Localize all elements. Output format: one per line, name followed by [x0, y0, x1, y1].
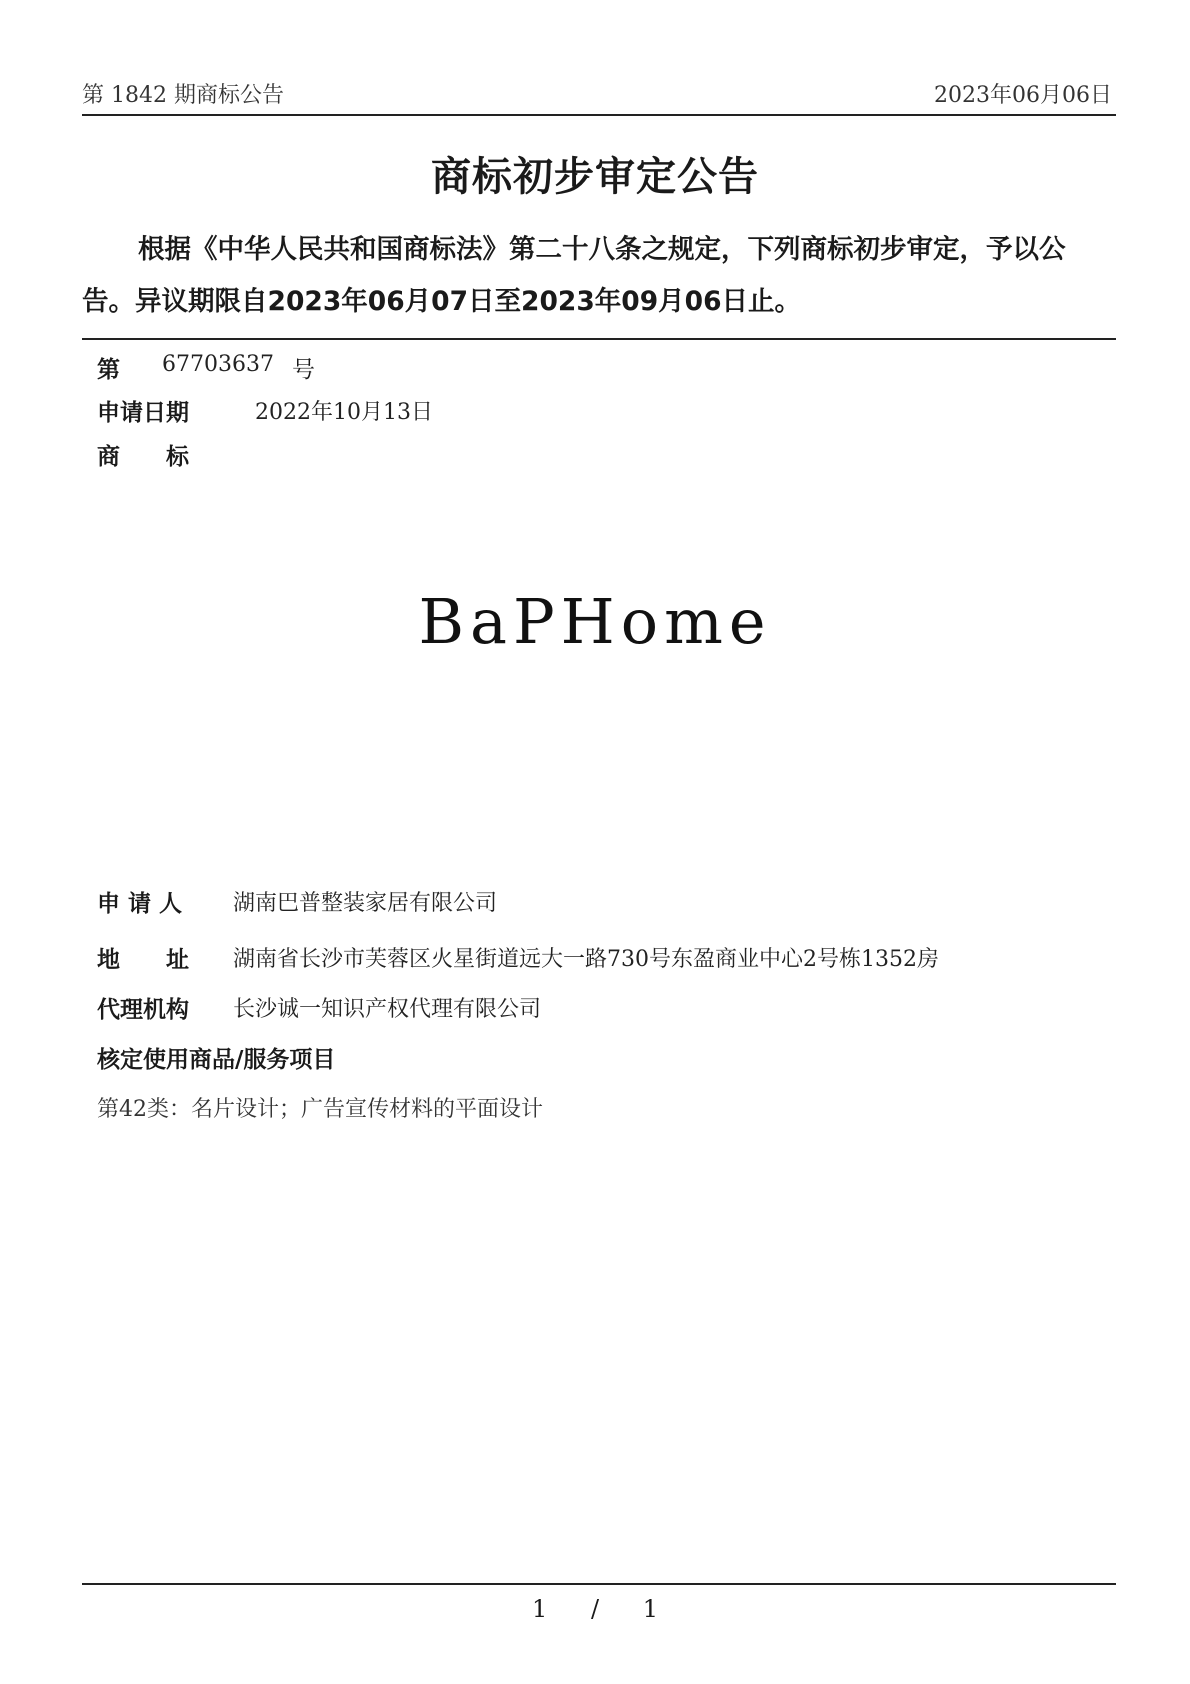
goods-services-label: 核定使用商品/服务项目 [97, 1047, 336, 1073]
applicant-label: 申 请 人 [97, 891, 183, 917]
trademark-label: 商 标 [97, 444, 189, 470]
agency-label: 代理机构 [97, 997, 189, 1023]
applicant-name: 湖南巴普整装家居有限公司 [233, 891, 498, 916]
number-prefix: 第 [97, 357, 120, 383]
applicant-address: 湖南省长沙市芙蓉区火星街道远大一路730号东盈商业中心2号栋1352房 [233, 947, 939, 972]
trademark-wordmark: BaPHome [418, 585, 772, 658]
announcement-intro: 根据《中华人民共和国商标法》第二十八条之规定，下列商标初步审定，予以公告。异议期限自2023年06月07日至2023年09月06日止。 [82, 234, 1066, 317]
total-pages: 1 [642, 1595, 658, 1623]
page-separator: / [590, 1595, 600, 1623]
issue-number: 第 1842 期商标公告 [82, 83, 284, 108]
page-title: 商标初步审定公告 [431, 154, 759, 200]
goods-services: 第42类：名片设计；广告宣传材料的平面设计 [97, 1097, 543, 1122]
agency-name: 长沙诚一知识产权代理有限公司 [233, 997, 542, 1022]
publication-date: 2023年06月06日 [934, 83, 1112, 108]
header-divider [82, 114, 1116, 116]
application-date-label: 申请日期 [97, 400, 189, 426]
application-date: 2022年10月13日 [255, 400, 433, 425]
current-page: 1 [532, 1595, 548, 1623]
registration-number: 67703637 [162, 352, 274, 377]
address-label: 地 址 [97, 947, 189, 973]
intro-divider [82, 338, 1116, 340]
footer-divider [82, 1583, 1116, 1585]
number-suffix: 号 [292, 357, 315, 383]
page-indicator [0, 1595, 1190, 1623]
